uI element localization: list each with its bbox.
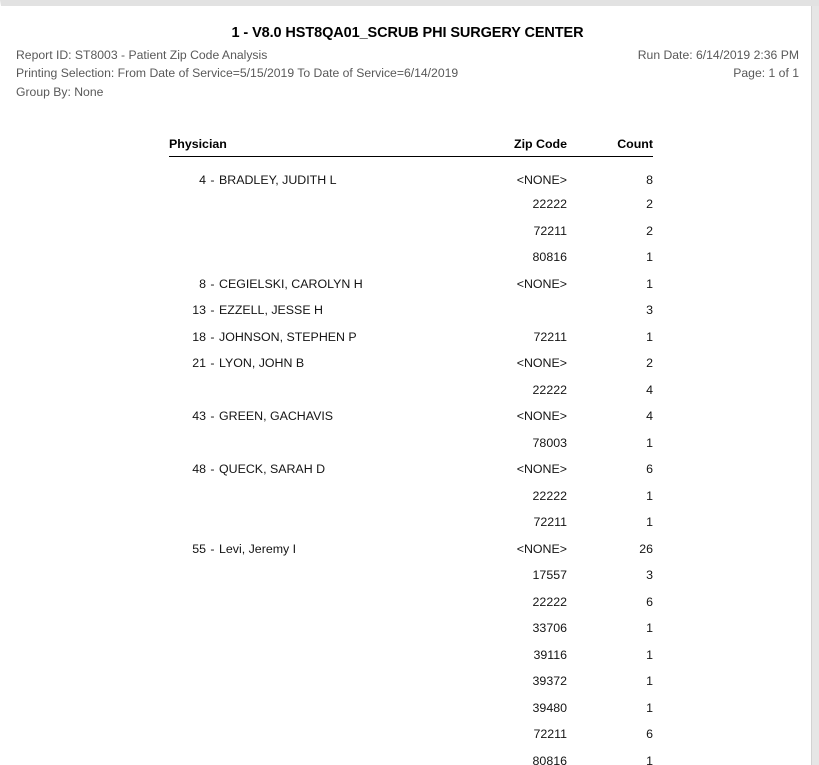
cell-count: 1 [646,515,653,530]
cell-count: 1 [646,250,653,265]
cell-physician [169,324,447,351]
cell-count: 1 [646,435,653,450]
physician-name: GREEN, GACHAVIS [219,409,334,424]
run-date-line: Run Date: 6/14/2019 2:36 PM [637,48,799,62]
cell-zip-code: 72211 [533,329,567,344]
physician-name: EZZELL, JESSE H [219,303,323,318]
cell-count: 1 [646,753,653,765]
cell-count: 1 [646,621,653,636]
physician-id: 18 [192,329,206,344]
cell-count: 2 [646,356,653,371]
cell-zip-code: 80816 [532,753,567,765]
table-row [169,377,653,404]
cell-zip-code: 22222 [532,197,567,212]
cell-physician [169,218,447,245]
cell-zip-code: 72211 [533,727,567,742]
cell-physician [169,668,447,695]
cell-zip-code: 39480 [532,700,567,715]
cell-physician [169,456,447,483]
report-title: 1 - V8.0 HST8QA01_SCRUB PHI SURGERY CENTER [231,25,584,41]
cell-count: 6 [646,727,653,742]
cell-zip-code: <NONE> [516,541,567,556]
table-row [169,324,653,351]
physician-name: QUECK, SARAH D [219,462,326,477]
cell-zip-code: <NONE> [516,356,567,371]
cell-physician [169,695,447,722]
physician-id-separator: - [210,356,215,371]
column-header-physician: Physician [169,137,447,157]
physician-id-separator: - [210,409,215,424]
table-row [169,562,653,589]
table-row [169,536,653,563]
cell-zip-code: 17557 [532,568,567,583]
physician-name: Levi, Jeremy I [219,541,297,556]
cell-count: 1 [646,488,653,503]
physician-id-separator: - [210,462,215,477]
table-row [169,430,653,457]
table-row [169,668,653,695]
table-row [169,191,653,218]
table-row [169,721,653,748]
physician-label [169,173,447,187]
table-row [169,403,653,430]
physician-name: LYON, JOHN B [219,356,305,371]
table-row [169,244,653,271]
physician-name: JOHNSON, STEPHEN P [219,329,357,344]
physician-label [169,277,447,291]
zip-code-analysis-table-container [169,137,653,765]
table-row [169,271,653,298]
physician-id-separator: - [210,173,215,187]
cell-zip-code: 80816 [532,250,567,265]
page-number-line: Page: 1 of 1 [733,66,799,80]
physician-label [169,330,447,344]
cell-physician [169,430,447,457]
physician-label [169,356,447,370]
table-body [169,157,653,765]
physician-id-separator: - [210,541,215,556]
cell-physician [169,615,447,642]
physician-name: CEGIELSKI, CAROLYN H [219,276,363,291]
table-row [169,297,653,324]
cell-count: 6 [646,462,653,477]
cell-count: 1 [646,647,653,662]
cell-zip-code: 72211 [533,223,567,238]
table-row [169,483,653,510]
zip-code-analysis-table [169,137,653,765]
physician-label [169,542,447,556]
physician-id: 55 [192,541,206,556]
cell-physician [169,244,447,271]
cell-physician [169,350,447,377]
cell-physician [169,748,447,765]
cell-physician [169,562,447,589]
column-header-count: Count [567,137,653,157]
cell-zip-code: <NONE> [516,462,567,477]
cell-physician [169,191,447,218]
table-row [169,350,653,377]
cell-zip-code: 22222 [532,594,567,609]
printing-selection-line: Printing Selection: From Date of Service=5/15/2019 To Date of Service=6/14/2019 [16,66,459,80]
physician-name: BRADLEY, JUDITH L [219,173,337,187]
cell-count: 3 [646,303,653,318]
column-header-zip-code: Zip Code [447,137,567,157]
cell-zip-code: 22222 [532,488,567,503]
cell-count: 4 [646,382,653,397]
cell-zip-code: 33706 [532,621,567,636]
cell-physician [169,509,447,536]
table-row [169,695,653,722]
table-header-row [169,137,653,157]
cell-count: 1 [646,329,653,344]
report-sheet [4,6,811,765]
cell-count: 26 [639,541,653,556]
table-row [169,456,653,483]
physician-id-separator: - [210,276,215,291]
cell-physician [169,642,447,669]
physician-id: 8 [199,276,206,291]
cell-physician [169,271,447,298]
cell-physician [169,536,447,563]
physician-id: 43 [192,409,206,424]
physician-id: 4 [199,173,206,187]
physician-id: 48 [192,462,206,477]
cell-count: 1 [646,674,653,689]
table-row [169,615,653,642]
cell-count: 1 [646,700,653,715]
table-row [169,642,653,669]
table-row [169,157,653,192]
cell-zip-code [447,297,567,324]
physician-label [169,462,447,476]
physician-id-separator: - [210,329,215,344]
table-header [169,137,653,157]
cell-zip-code: 39372 [532,674,567,689]
cell-physician [169,721,447,748]
cell-physician [169,483,447,510]
cell-zip-code: 72211 [533,515,567,530]
physician-label [169,303,447,317]
cell-count: 2 [646,223,653,238]
cell-zip-code: <NONE> [516,173,567,187]
cell-physician [169,377,447,404]
cell-zip-code: <NONE> [516,276,567,291]
table-row [169,218,653,245]
cell-physician [169,589,447,616]
cell-zip-code: 22222 [532,382,567,397]
cell-zip-code: <NONE> [516,409,567,424]
physician-label [169,409,447,423]
table-row [169,748,653,765]
physician-id: 21 [192,356,206,371]
cell-count: 4 [646,409,653,424]
report-id-line: Report ID: ST8003 - Patient Zip Code Analysis [16,48,268,62]
physician-id-separator: - [210,303,215,318]
cell-physician [169,297,447,324]
cell-zip-code: 39116 [533,647,567,662]
cell-count: 8 [646,173,653,187]
cell-count: 1 [646,276,653,291]
cell-count: 3 [646,568,653,583]
group-by-line: Group By: None [16,85,104,99]
table-row [169,589,653,616]
cell-count: 6 [646,594,653,609]
cell-physician [169,403,447,430]
cell-count: 2 [646,197,653,212]
cell-physician [169,157,447,192]
physician-id: 13 [192,303,206,318]
table-row [169,509,653,536]
cell-zip-code: 78003 [532,435,567,450]
